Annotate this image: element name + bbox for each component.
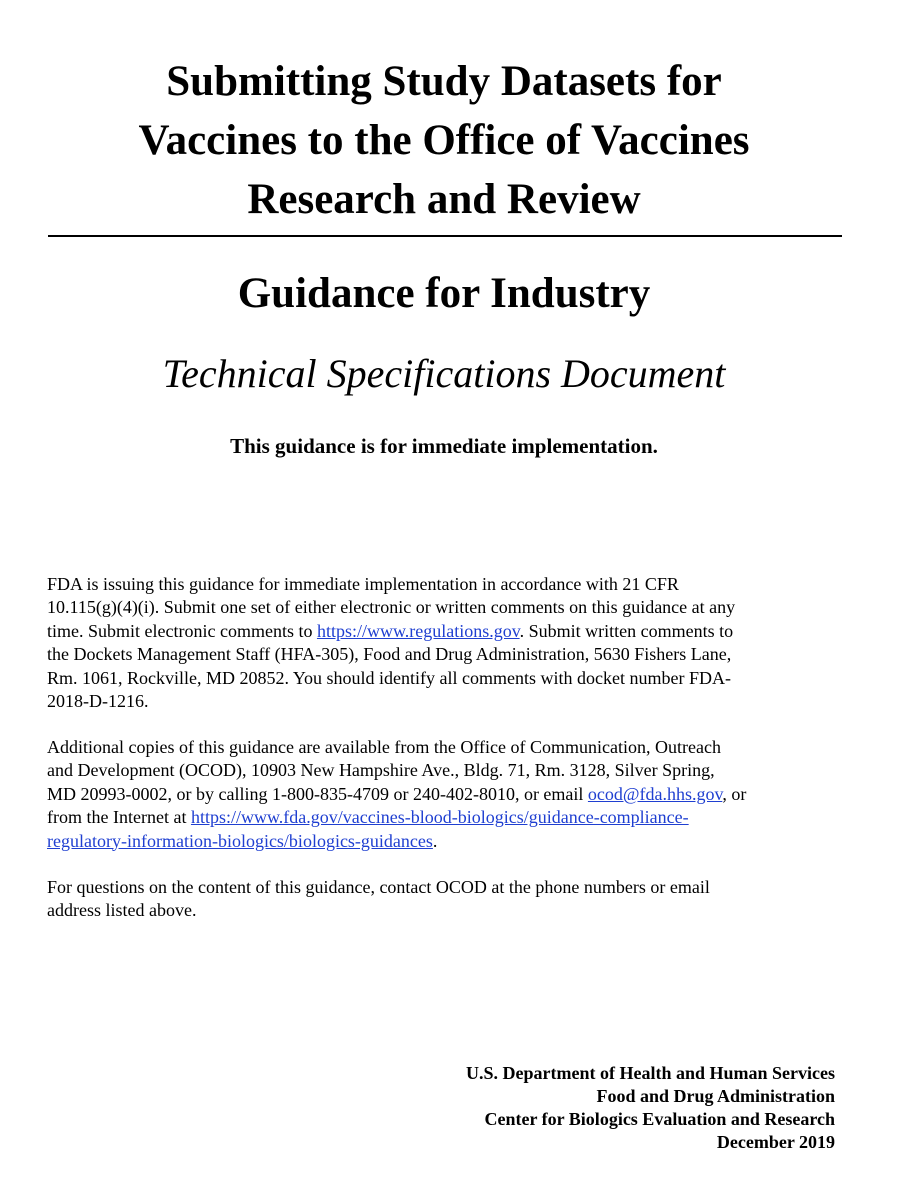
text-line: Additional copies of this guidance are available from the Office of Communication, Outreach [47,737,721,757]
text-segment: . Submit written comments to [519,620,734,641]
footer-line: Food and Drug Administration [596,1086,835,1106]
text-segment: time. Submit electronic comments to [47,620,317,641]
text-line: Rm. 1061, Rockville, MD 20852. You should identify all comments with docket number FDA- [47,667,731,688]
title-divider [48,235,842,237]
text-line: the Dockets Management Staff (HFA-305), Food and Drug Administration, 5630 Fishers Lane, [47,644,732,665]
title-line: Submitting Study Datasets for [166,58,722,105]
title-line: Research and Review [247,176,641,223]
text-segment: . [432,830,438,851]
fda-guidances-link-continued[interactable]: regulatory-information-biologics/biologics-guidances [47,830,433,851]
ocod-email-link[interactable]: ocod@fda.hhs.gov [587,783,723,804]
implementation-note: This guidance is for immediate implementation. [230,434,658,458]
text-segment: , or [722,783,747,804]
footer-line: Center for Biologics Evaluation and Research [484,1109,835,1129]
text-line [47,620,847,643]
title-line: Vaccines to the Office of Vaccines [138,117,750,164]
document-subtitle: Technical Specifications Document [162,351,726,396]
text-line: 2018-D-1216. [47,691,149,712]
questions-paragraph [47,876,847,923]
document-title [40,52,848,229]
text-line: 10.115(g)(4)(i). Submit one set of either electronic or written comments on this guidance at any [47,597,736,618]
footer-date: December 2019 [716,1132,835,1152]
text-segment: MD 20993-0002, or by calling 1-800-835-4709 or 240-402-8010, or email [47,783,588,804]
text-segment: from the Internet at [47,807,191,828]
text-line [47,783,847,806]
fda-guidances-link[interactable]: https://www.fda.gov/vaccines-blood-biologics/guidance-compliance- [190,807,689,828]
text-line [47,806,847,829]
regulations-gov-link[interactable]: https://www.regulations.gov [316,620,520,641]
text-line: FDA is issuing this guidance for immediate implementation in accordance with 21 CFR [47,574,679,594]
agency-footer [466,1062,835,1154]
text-line: and Development (OCOD), 10903 New Hampshire Ave., Bldg. 71, Rm. 3128, Silver Spring, [47,760,715,781]
text-line: For questions on the content of this guidance, contact OCOD at the phone numbers or email [47,877,710,897]
text-line: address listed above. [47,900,197,921]
comments-paragraph [47,573,847,713]
footer-line: U.S. Department of Health and Human Services [466,1063,835,1083]
guidance-heading: Guidance for Industry [237,270,651,317]
text-line [47,830,847,853]
copies-paragraph [47,736,847,853]
